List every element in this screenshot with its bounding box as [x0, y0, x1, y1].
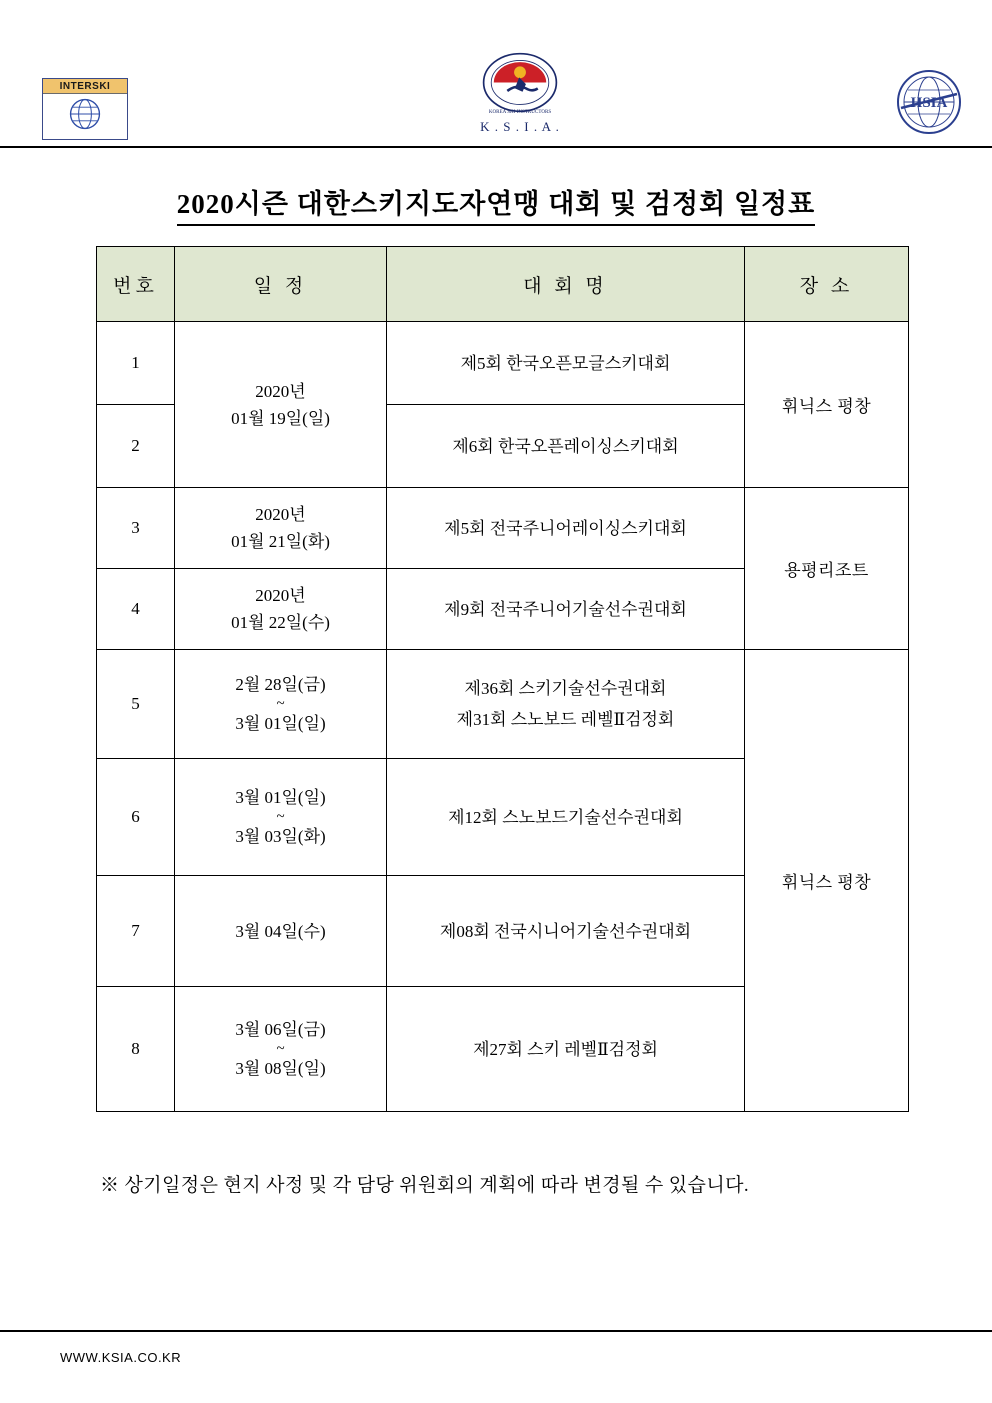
table-row: [97, 488, 909, 569]
column-header-event: 대 회 명: [387, 247, 745, 322]
event-line: 제5회 전국주니어레이싱스키대회: [444, 518, 687, 538]
svg-text:KOREA SKI INSTRUCTORS: KOREA SKI INSTRUCTORS: [488, 108, 552, 115]
date-range-separator: ~: [276, 696, 285, 712]
event-line: 제08회 전국시니어기술선수권대회: [439, 921, 692, 941]
event-line: 제6회 한국오픈레이싱스키대회: [452, 436, 679, 456]
row-place: 휘닉스 평창: [745, 650, 909, 1112]
ksia-emblem-icon: [481, 52, 559, 118]
row-number: 5: [97, 650, 175, 759]
column-header-place: 장 소: [745, 247, 909, 322]
row-number: 6: [97, 759, 175, 876]
row-number: 2: [97, 405, 175, 488]
schedule-table: [96, 246, 909, 1112]
date-line: 3월 06일(금): [235, 1020, 326, 1039]
document-footer: [0, 1330, 992, 1403]
event-line: 제12회 스노보드기술선수권대회: [448, 807, 683, 827]
date-line: 01월 21일(화): [231, 532, 330, 551]
page-title: [0, 182, 992, 226]
schedule-table-wrapper: [96, 246, 908, 1112]
event-line: 제9회 전국주니어기술선수권대회: [444, 599, 687, 619]
table-row: [97, 650, 909, 759]
row-date: [175, 322, 387, 488]
date-line: 01월 19일(일): [231, 408, 330, 428]
row-event: [387, 987, 745, 1112]
hsia-logo: [895, 68, 963, 136]
date-line: 3월 01일(일): [235, 788, 326, 807]
ksia-logo-caption: K . S . I . A .: [480, 119, 560, 134]
row-event: [387, 322, 745, 405]
date-line: 2월 28일(금): [235, 675, 326, 694]
date-line: 3월 08일(일): [235, 1059, 326, 1078]
row-date: [175, 488, 387, 569]
row-event: [387, 650, 745, 759]
row-event: [387, 405, 745, 488]
row-date: [175, 987, 387, 1112]
row-number: 4: [97, 569, 175, 650]
schedule-note: ※ 상기일정은 현지 사정 및 각 담당 위원회의 계획에 따라 변경될 수 있습니다.: [100, 1175, 749, 1196]
row-number: 3: [97, 488, 175, 569]
row-place: 휘닉스 평창: [745, 322, 909, 488]
globe-icon: [68, 97, 102, 131]
date-line: 01월 22일(수): [231, 613, 330, 632]
row-number: 7: [97, 876, 175, 987]
row-date: [175, 876, 387, 987]
date-range-separator: ~: [276, 1041, 285, 1057]
interski-logo-label: INTERSKI: [43, 79, 127, 94]
column-header-date: 일 정: [175, 247, 387, 322]
row-date: [175, 650, 387, 759]
row-event: [387, 759, 745, 876]
row-event: [387, 488, 745, 569]
event-line: 제27회 스키 레벨Ⅱ검정회: [473, 1039, 658, 1059]
event-line: 제31회 스노보드 레벨Ⅱ검정회: [456, 710, 675, 729]
date-line: 3월 03일(화): [235, 827, 326, 846]
date-line: 2020년: [255, 505, 306, 524]
date-line: 2020년: [255, 381, 306, 401]
row-event: [387, 876, 745, 987]
date-line: 2020년: [255, 586, 306, 605]
row-number: 8: [97, 987, 175, 1112]
event-line: 제36회 스키기술선수권대회: [464, 679, 667, 698]
page-title-text: 2020시즌 대한스키지도자연맹 대회 및 검정회 일정표: [177, 182, 815, 226]
row-number: 1: [97, 322, 175, 405]
row-date: [175, 569, 387, 650]
table-header-row: [97, 247, 909, 322]
row-place: 용평리조트: [745, 488, 909, 650]
footer-url: WWW.KSIA.CO.KR: [60, 1350, 182, 1365]
column-header-no: 번호: [97, 247, 175, 322]
hsia-emblem-icon: [895, 68, 963, 136]
document-header: [0, 0, 992, 148]
date-line: 3월 01일(일): [235, 714, 326, 733]
svg-text:HSIA: HSIA: [910, 95, 948, 111]
interski-logo: [42, 78, 128, 140]
ksia-logo: [465, 52, 575, 142]
table-row: [97, 322, 909, 405]
row-date: [175, 759, 387, 876]
date-line: 3월 04일(수): [235, 921, 326, 941]
date-range-separator: ~: [276, 809, 285, 825]
row-event: [387, 569, 745, 650]
event-line: 제5회 한국오픈모글스키대회: [460, 353, 671, 373]
